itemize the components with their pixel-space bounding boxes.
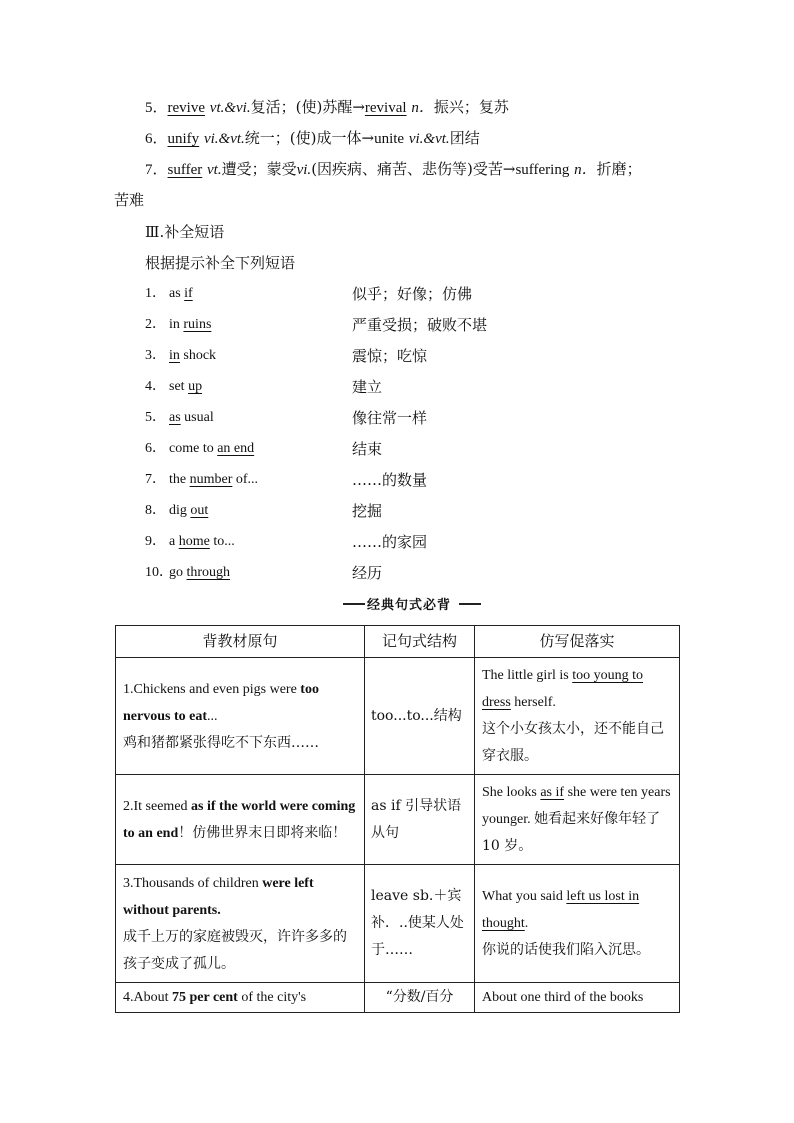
banner-rule-left — [343, 603, 365, 605]
section-heading: Ⅲ.补全短语 — [145, 223, 225, 241]
original-sentence: 1.Chickens and even pigs were too nervous to eat... 鸡和猪都紧张得吃不下东西…… — [116, 658, 365, 775]
section-instruction: 根据提示补全下列短语 — [145, 254, 296, 272]
phrase-item — [145, 284, 193, 304]
phrase-meaning: 震惊；吃惊 — [352, 347, 428, 365]
phrase-answer: an end — [217, 441, 255, 456]
phrase-meaning: 像往常一样 — [352, 409, 428, 427]
original-sentence: 3.Thousands of children were left without parents. 成千上万的家庭被毁灭，许许多多的孩子变成了孤儿。 — [116, 865, 365, 983]
phrase-number: 1． — [145, 286, 166, 301]
phrase-item — [145, 501, 208, 521]
phrase-number: 3． — [145, 348, 166, 363]
imitation-sentence: She looks as if she were ten years younger. 她看起来好像年轻了 10 岁。 — [475, 775, 680, 865]
vocab-derived: unite — [374, 131, 405, 147]
table-row — [116, 983, 680, 1013]
phrase-answer: number — [189, 472, 233, 487]
table-row — [116, 865, 680, 983]
phrase-item — [145, 408, 214, 428]
phrase-text: in — [169, 317, 184, 332]
vocab-derived: suffering — [515, 162, 570, 178]
phrase-answer: out — [190, 503, 209, 518]
section-banner — [343, 596, 481, 612]
phrase-number: 9． — [145, 534, 166, 549]
vocab-item-7-continued: 苦难 — [114, 191, 145, 209]
phrase-meaning: 经历 — [352, 564, 383, 582]
phrase-text: dig — [169, 503, 191, 518]
phrase-number: 8． — [145, 503, 166, 518]
phrase-number: 5． — [145, 410, 166, 425]
phrase-item — [145, 470, 258, 490]
sentence-structure: too...to...结构 — [365, 658, 475, 775]
phrase-number: 4． — [145, 379, 166, 394]
phrase-text: a — [169, 534, 179, 549]
vocab-word: suffer — [167, 162, 203, 178]
phrase-number: 7． — [145, 472, 166, 487]
table-row — [116, 775, 680, 865]
imitation-sentence: About one third of the books — [475, 983, 680, 1013]
phrase-answer: up — [188, 379, 203, 394]
table-header-row — [116, 626, 680, 658]
phrase-text: set — [169, 379, 189, 394]
phrase-item — [145, 439, 254, 459]
table-row — [116, 658, 680, 775]
phrase-meaning: 似乎；好像；仿佛 — [352, 285, 473, 303]
phrase-text: as — [169, 286, 185, 301]
phrase-meaning: 挖掘 — [352, 502, 383, 520]
phrase-meaning: 结束 — [352, 440, 383, 458]
banner-title: 经典句式必背 — [365, 594, 453, 613]
phrase-item — [145, 346, 216, 366]
header-structure: 记句式结构 — [365, 626, 475, 658]
original-sentence: 2.It seemed as if the world were coming to an end！仿佛世界末日即将来临！ — [116, 775, 365, 865]
sentence-structure: leave sb.＋宾补．..使某人处于…… — [365, 865, 475, 983]
header-imitation: 仿写促落实 — [475, 626, 680, 658]
phrase-text: go — [169, 565, 187, 580]
sentence-structure: “分数/百分 — [365, 983, 475, 1013]
banner-rule-right — [459, 603, 481, 605]
phrase-item — [145, 563, 230, 583]
phrase-text: come to — [169, 441, 218, 456]
phrase-text: usual — [180, 410, 214, 425]
phrase-number: 6． — [145, 441, 166, 456]
original-sentence: 4.About 75 per cent of the city's — [116, 983, 365, 1013]
phrase-answer: in — [169, 348, 180, 363]
phrase-answer: as — [169, 410, 181, 425]
phrase-number: 10． — [145, 565, 173, 580]
vocab-word: unify — [167, 131, 200, 147]
phrase-item — [145, 532, 235, 552]
phrase-answer: if — [184, 286, 193, 301]
imitation-sentence: The little girl is too young to dress herself. 这个小女孩太小，还不能自己穿衣服。 — [475, 658, 680, 775]
phrase-item — [145, 315, 211, 335]
phrase-answer: home — [178, 534, 210, 549]
header-original: 背教材原句 — [116, 626, 365, 658]
phrase-item — [145, 377, 202, 397]
phrase-answer: ruins — [183, 317, 212, 332]
phrase-meaning: ……的家园 — [352, 533, 428, 551]
sentence-pattern-table — [115, 625, 680, 1013]
vocab-word: revive — [167, 100, 205, 116]
vocab-item-7: 7．suffer vt.遭受；蒙受vi.(因疾病、痛苦、悲伤等)受苦→suffering n．折磨； — [145, 160, 642, 178]
phrase-meaning: 建立 — [352, 378, 383, 396]
vocab-item-6: 6．unify vi.&vt.统一；(使)成一体→unite vi.&vt.团结 — [145, 129, 480, 147]
imitation-sentence: What you said left us lost in thought. 你说的话使我们陷入沉思。 — [475, 865, 680, 983]
phrase-text: shock — [179, 348, 217, 363]
phrase-answer: through — [186, 565, 231, 580]
phrase-text: of... — [232, 472, 259, 487]
phrase-number: 2． — [145, 317, 166, 332]
phrase-text: to... — [209, 534, 235, 549]
vocab-item-5: 5．revive vt.&vi.复活；(使)苏醒→revival n．振兴；复苏 — [145, 98, 509, 116]
phrase-text: the — [169, 472, 190, 487]
sentence-structure: as if 引导状语从句 — [365, 775, 475, 865]
vocab-derived: revival — [364, 100, 407, 116]
phrase-meaning: ……的数量 — [352, 471, 428, 489]
phrase-meaning: 严重受损；破败不堪 — [352, 316, 488, 334]
